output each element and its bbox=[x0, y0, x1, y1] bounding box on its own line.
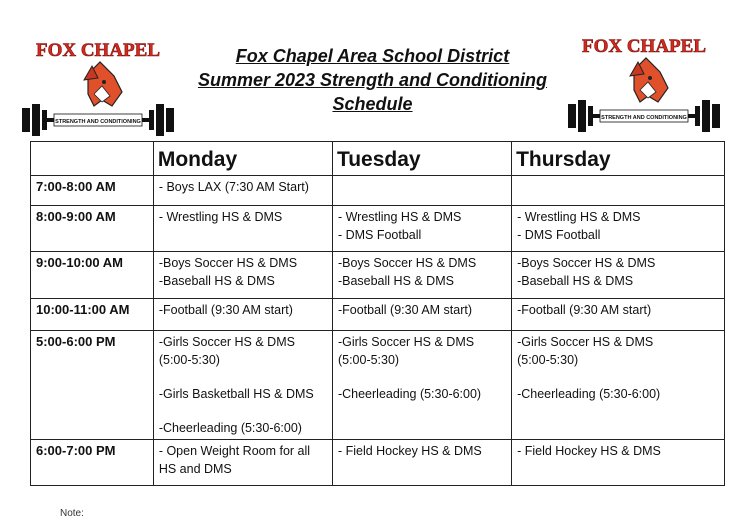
activity-line: -Boys Soccer HS & DMS bbox=[337, 256, 477, 270]
activity-line: -Cheerleading (5:30-6:00) bbox=[337, 387, 482, 401]
activity-line: -Girls Soccer HS & DMS bbox=[517, 335, 654, 349]
spacer bbox=[338, 369, 506, 385]
spacer bbox=[517, 369, 719, 385]
activity-line: - Open Weight Room for all bbox=[158, 444, 311, 458]
time-slot-cell: 7:00-8:00 AM bbox=[31, 176, 154, 206]
activity-line: HS and DMS bbox=[158, 462, 232, 476]
time-slot-cell: 5:00-6:00 PM bbox=[31, 331, 154, 440]
activity-line: -Baseball HS & DMS bbox=[517, 274, 634, 288]
header-monday: Monday bbox=[153, 142, 332, 176]
tuesday-cell bbox=[332, 252, 511, 299]
title-line-3: Schedule bbox=[332, 94, 413, 114]
time-slot-cell: 9:00-10:00 AM bbox=[31, 252, 154, 299]
activity-line: - DMS Football bbox=[337, 228, 422, 242]
activity-line: - Wrestling HS & DMS bbox=[158, 210, 283, 224]
activity-line: - Wrestling HS & DMS bbox=[337, 210, 462, 224]
spacer bbox=[159, 403, 327, 419]
activity-line: -Girls Soccer HS & DMS bbox=[158, 335, 295, 349]
barbell-icon bbox=[568, 100, 720, 132]
monday-cell bbox=[153, 440, 332, 486]
activity-line: (5:00-5:30) bbox=[517, 353, 579, 367]
time-slot-cell: 10:00-11:00 AM bbox=[31, 299, 154, 331]
header-tuesday: Tuesday bbox=[332, 142, 511, 176]
activity-line: -Boys Soccer HS & DMS bbox=[517, 256, 656, 270]
fox-head-icon bbox=[84, 62, 122, 106]
title-line-2: Summer 2023 Strength and Conditioning bbox=[197, 70, 548, 90]
tuesday-cell bbox=[332, 206, 511, 252]
activity-line: -Football (9:30 AM start) bbox=[517, 303, 652, 317]
logo-subtext: STRENGTH AND CONDITIONING bbox=[55, 119, 141, 125]
activity-line: -Baseball HS & DMS bbox=[337, 274, 454, 288]
activity-line: - DMS Football bbox=[517, 228, 601, 242]
activity-line: -Cheerleading (5:30-6:00) bbox=[517, 387, 661, 401]
tuesday-cell bbox=[332, 299, 511, 331]
table-header-row bbox=[31, 142, 725, 176]
header-time bbox=[31, 142, 154, 176]
title-line-1: Fox Chapel Area School District bbox=[235, 46, 510, 66]
logo-wordmark: FOX CHAPEL bbox=[581, 36, 707, 57]
thursday-cell bbox=[512, 299, 725, 331]
tuesday-cell bbox=[332, 440, 511, 486]
activity-line: - Field Hockey HS & DMS bbox=[337, 444, 482, 458]
table-row bbox=[31, 176, 725, 206]
table-row bbox=[31, 440, 725, 486]
barbell-icon bbox=[22, 104, 174, 136]
thursday-cell bbox=[512, 176, 725, 206]
header-thursday: Thursday bbox=[512, 142, 725, 176]
time-slot-cell: 6:00-7:00 PM bbox=[31, 440, 154, 486]
fox-chapel-logo-left bbox=[18, 36, 178, 136]
document-title bbox=[180, 44, 565, 116]
activity-line: -Football (9:30 AM start) bbox=[158, 303, 293, 317]
time-slot-cell: 8:00-9:00 AM bbox=[31, 206, 154, 252]
monday-cell bbox=[153, 176, 332, 206]
table-row bbox=[31, 331, 725, 440]
activity-line: -Baseball HS & DMS bbox=[158, 274, 275, 288]
monday-cell bbox=[153, 206, 332, 252]
monday-cell bbox=[153, 299, 332, 331]
activity-line: -Football (9:30 AM start) bbox=[337, 303, 473, 317]
tuesday-cell bbox=[332, 176, 511, 206]
logo-subtext: STRENGTH AND CONDITIONING bbox=[601, 115, 687, 121]
table-row bbox=[31, 252, 725, 299]
activity-line: (5:00-5:30) bbox=[158, 353, 220, 367]
activity-line: -Cheerleading (5:30-6:00) bbox=[158, 421, 302, 435]
fox-head-icon bbox=[630, 58, 668, 102]
activity-line: - Boys LAX (7:30 AM Start) bbox=[158, 180, 309, 194]
logo-wordmark: FOX CHAPEL bbox=[35, 40, 161, 61]
thursday-cell bbox=[512, 206, 725, 252]
tuesday-cell bbox=[332, 331, 511, 440]
thursday-cell bbox=[512, 252, 725, 299]
activity-line: - Field Hockey HS & DMS bbox=[517, 444, 661, 458]
table-row bbox=[31, 299, 725, 331]
footnote: Note: bbox=[60, 508, 84, 519]
activity-line: - Wrestling HS & DMS bbox=[517, 210, 641, 224]
fox-chapel-logo-right bbox=[564, 32, 724, 132]
schedule-table bbox=[30, 141, 725, 486]
activity-line: -Girls Basketball HS & DMS bbox=[158, 387, 314, 401]
activity-line: -Boys Soccer HS & DMS bbox=[158, 256, 298, 270]
thursday-cell bbox=[512, 440, 725, 486]
monday-cell bbox=[153, 331, 332, 440]
monday-cell bbox=[153, 252, 332, 299]
spacer bbox=[159, 369, 327, 385]
activity-line: (5:00-5:30) bbox=[337, 353, 400, 367]
activity-line: -Girls Soccer HS & DMS bbox=[337, 335, 475, 349]
thursday-cell bbox=[512, 331, 725, 440]
table-row bbox=[31, 206, 725, 252]
